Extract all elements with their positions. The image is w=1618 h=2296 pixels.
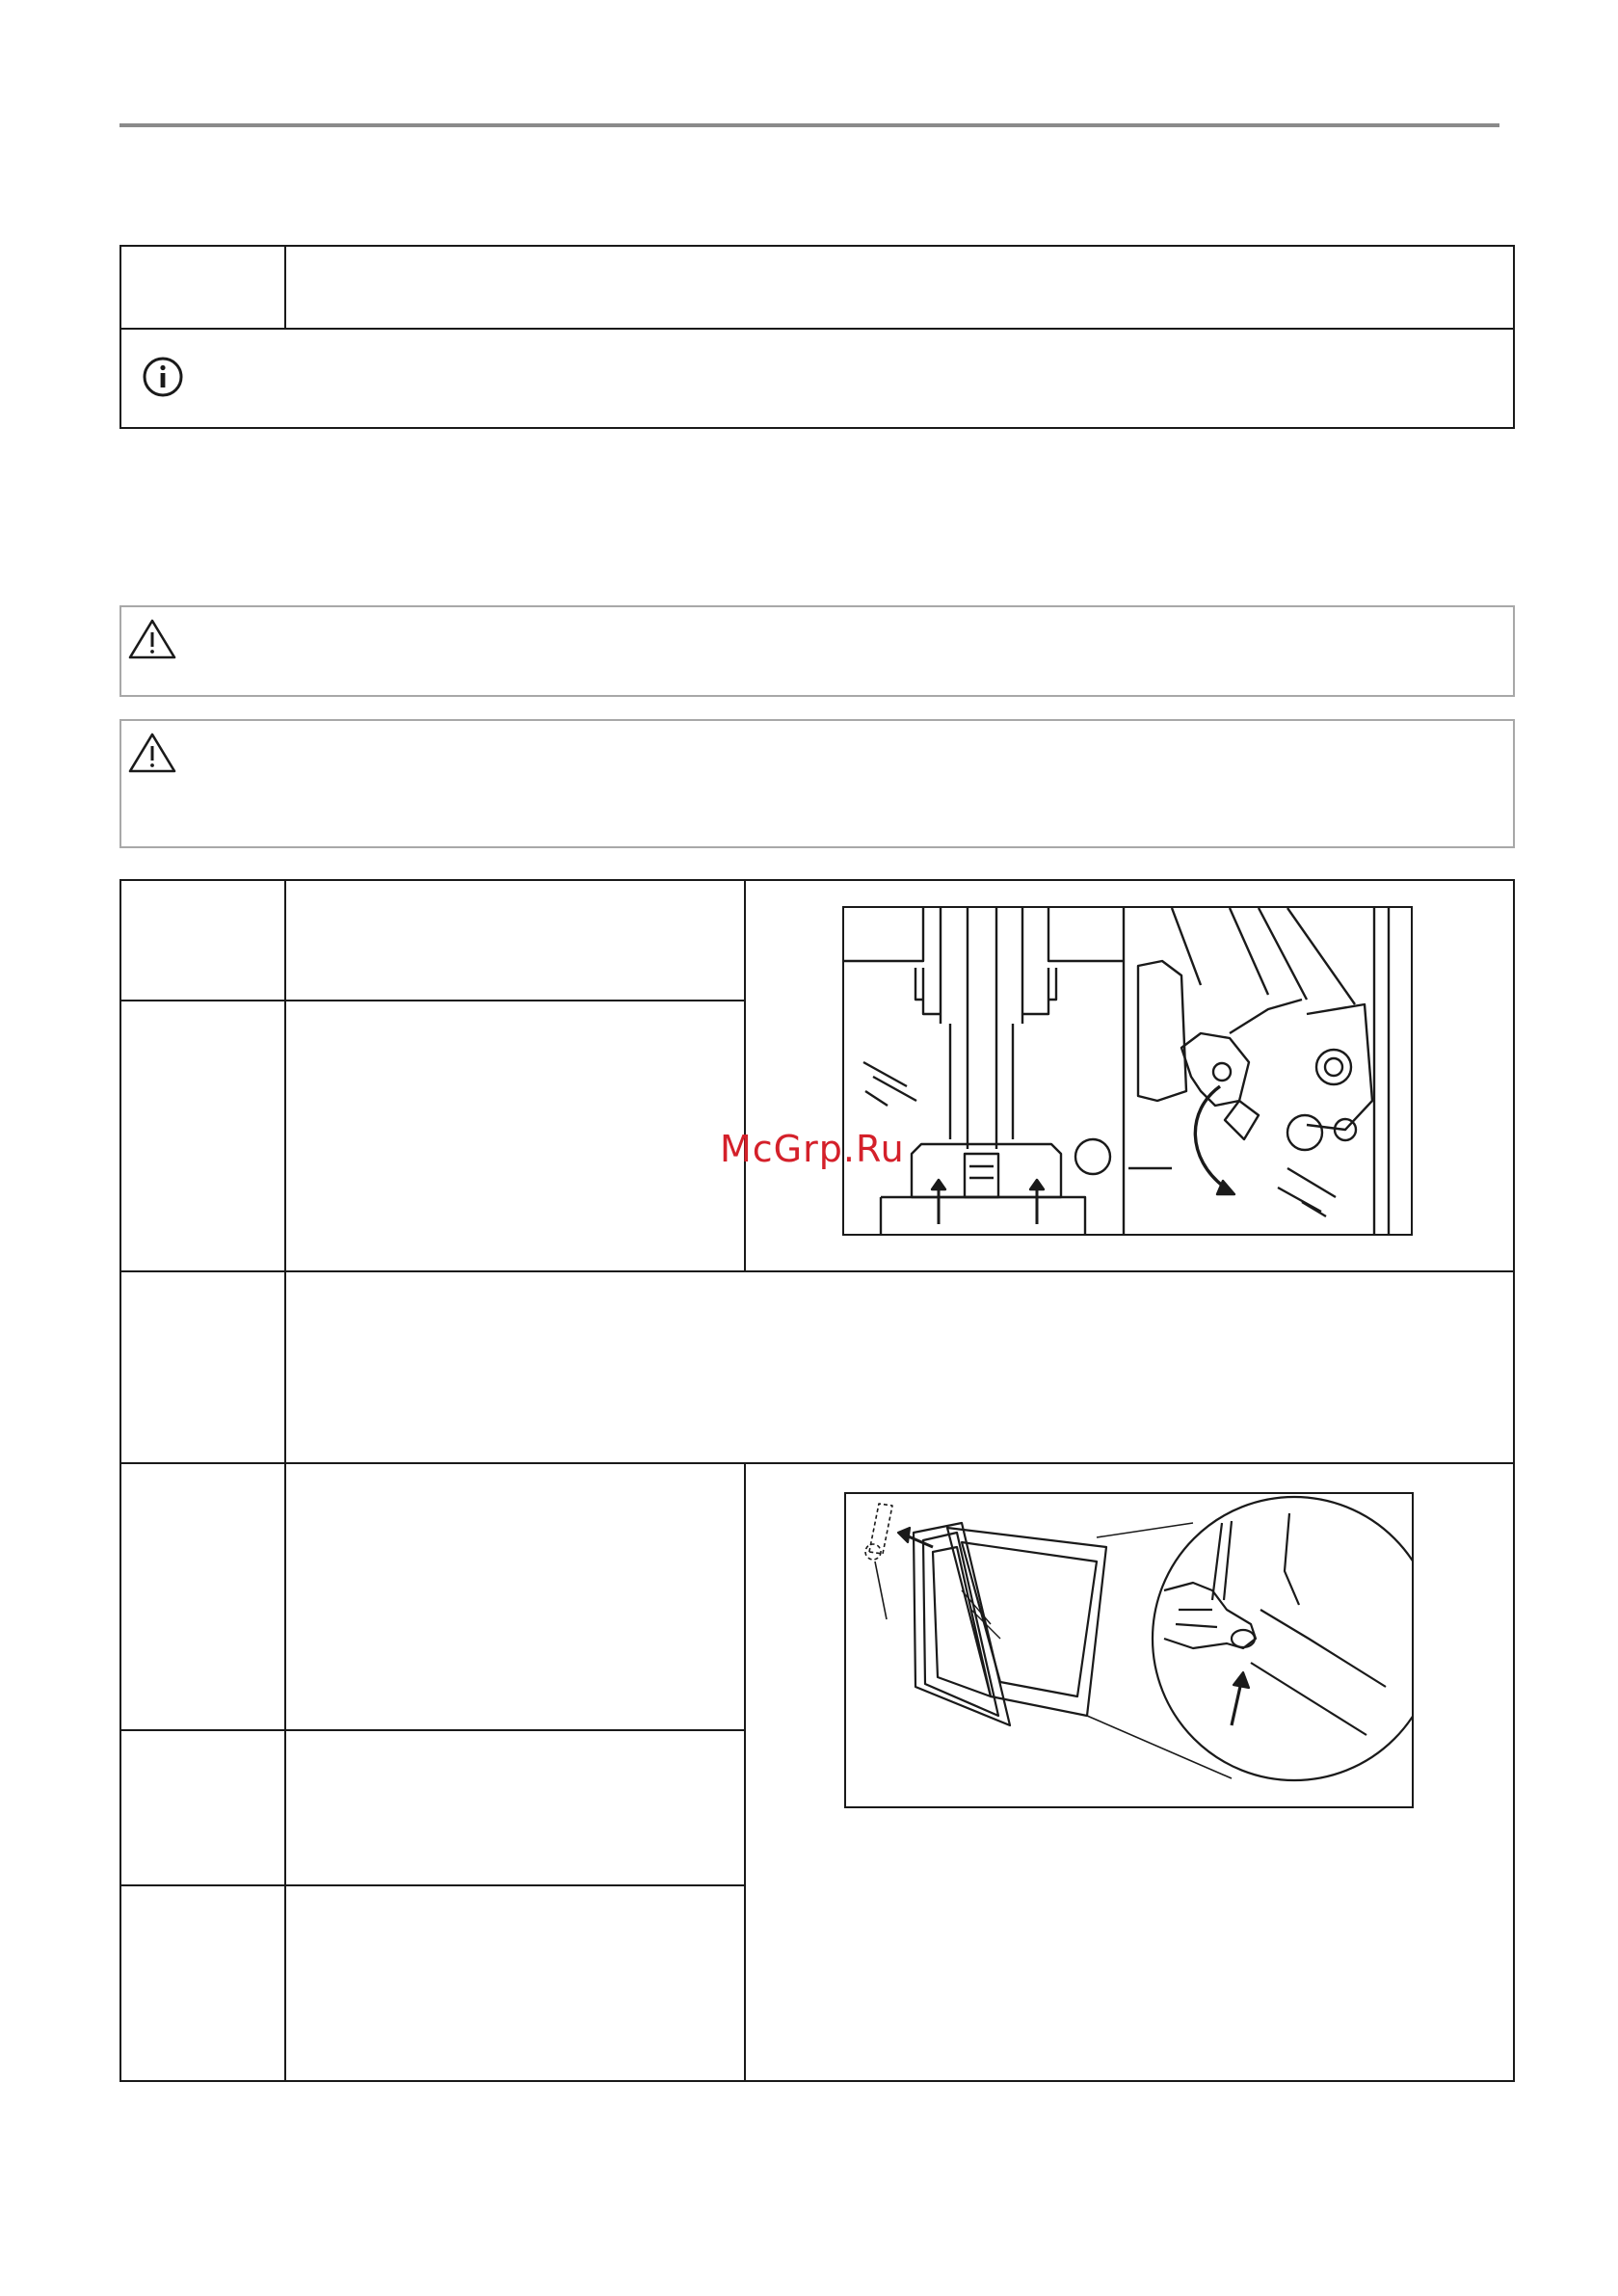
step-row-divider-5 xyxy=(119,1884,745,1886)
warning-triangle-icon xyxy=(127,617,177,661)
steps-table-figure-divider-1 xyxy=(744,879,746,1272)
glass-panel-removal-illustration xyxy=(844,1492,1414,1808)
hinge-illustration xyxy=(842,906,1413,1236)
step-row-divider-1 xyxy=(119,1000,745,1001)
info-table xyxy=(119,245,1515,429)
step-row-divider-4 xyxy=(119,1729,745,1731)
step-row-divider-3 xyxy=(119,1462,1515,1464)
step-row-divider-2 xyxy=(119,1270,1515,1272)
info-circle-icon xyxy=(141,355,185,399)
steps-table-figure-divider-2 xyxy=(744,1462,746,2082)
info-table-row-divider xyxy=(119,328,1515,330)
warning-triangle-icon xyxy=(127,731,177,775)
warning-box-1 xyxy=(119,605,1515,697)
watermark: McGrp.Ru xyxy=(720,1128,905,1170)
warning-box-2 xyxy=(119,719,1515,848)
header-rule xyxy=(119,123,1499,127)
info-table-column-divider xyxy=(284,245,286,329)
steps-table-number-column-divider xyxy=(284,879,286,2082)
